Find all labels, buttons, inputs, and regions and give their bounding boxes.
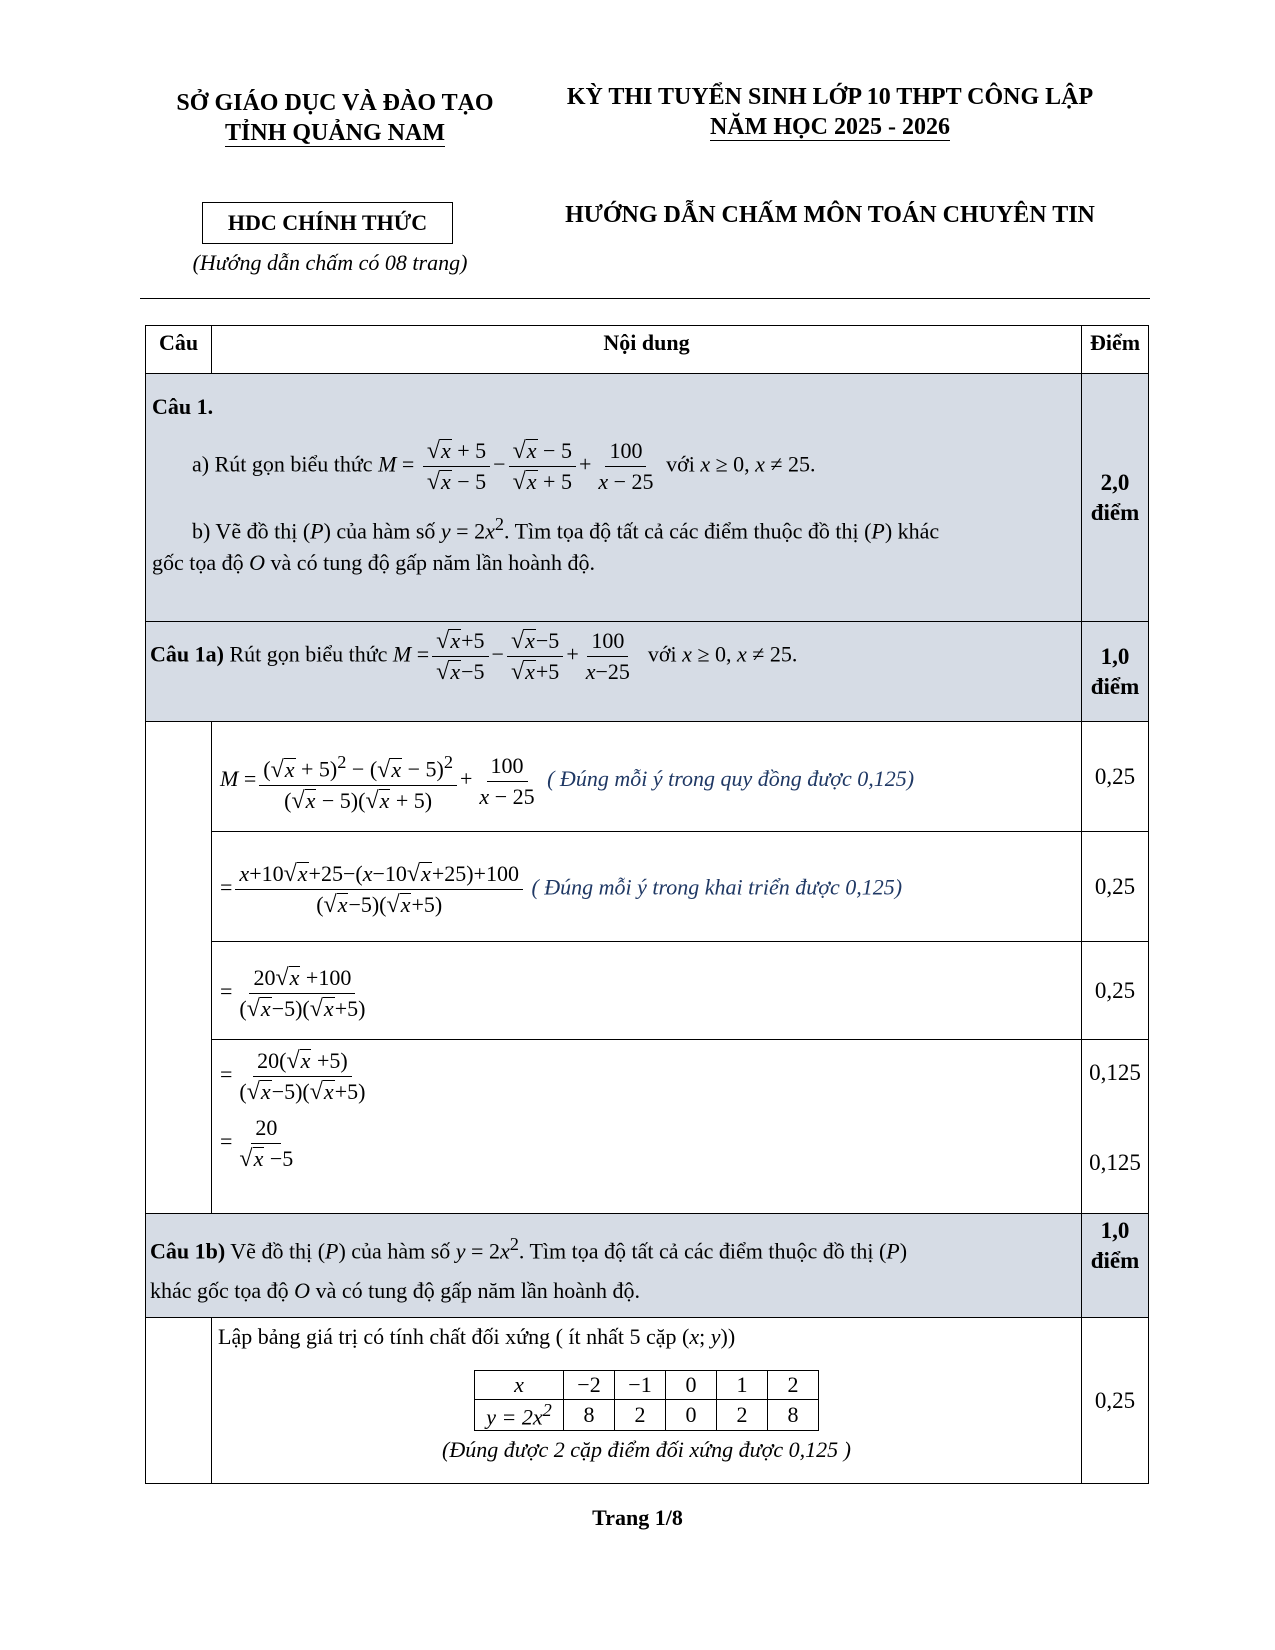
- value-table-y-cell: 2: [717, 1400, 768, 1431]
- step-number-cell: [146, 722, 212, 1214]
- value-table-x-label: x: [475, 1371, 564, 1400]
- value-table-content: [212, 1318, 1082, 1484]
- grading-table: [145, 325, 1149, 1484]
- step-4-5-points: [1082, 1040, 1149, 1214]
- question-1-row: [146, 374, 1149, 622]
- solution-step-4: [146, 1040, 1149, 1214]
- exam-line1: KỲ THI TUYỂN SINH LỚP 10 THPT CÔNG LẬP: [566, 84, 1094, 110]
- solution-table-row: [146, 1318, 1149, 1484]
- step-2-content: = $\frac{x+10√x+25-(x-10√x+25)+100}{(√x-5)(√x+5)}$ ( Đúng mỗi ý trong khai triển được 0,125): [212, 832, 1082, 942]
- value-table-y-row: [475, 1400, 819, 1431]
- value-table-y-cell: 0: [666, 1400, 717, 1431]
- subject-title: HƯỚNG DẪN CHẤM MÔN TOÁN CHUYÊN TIN: [565, 202, 1095, 228]
- value-table-x-row: [475, 1371, 819, 1400]
- header-divider: [140, 298, 1150, 299]
- col-header-cau: Câu: [146, 326, 212, 374]
- official-badge: HDC CHÍNH THỨC: [202, 202, 453, 244]
- step-1-points: 0,25: [1082, 722, 1149, 832]
- step-4-content: = $\frac{20(√x +5)}{(√x-5)(√x+5)}$ = $\frac{20}{√x -5}$: [212, 1040, 1082, 1214]
- page-number: Trang 1/8: [592, 1505, 683, 1530]
- value-table: [474, 1370, 819, 1431]
- pages-note: (Hướng dẫn chấm có 08 trang): [192, 250, 468, 275]
- value-table-x-cell: 1: [717, 1371, 768, 1400]
- value-table-note: (Đúng được 2 cặp điểm đối xứng được 0,125 ): [442, 1437, 851, 1463]
- col-header-noidung: Nội dung: [212, 326, 1082, 374]
- value-table-y-label: $y = 2x^2$: [475, 1400, 564, 1431]
- question-1a-content: Câu 1a) Rút gọn biểu thức M = $\frac{√x+5}{√x-5}$ − $\frac{√x-5}{√x+5}$ + $\frac{100}{x-25}$ với x ≥ 0, x ≠ 25.: [146, 622, 1082, 722]
- solution-step-1: [146, 722, 1149, 832]
- value-table-x-cell: 0: [666, 1371, 717, 1400]
- question-1a-row: [146, 622, 1149, 722]
- step-4-points: 0,125: [1089, 1060, 1141, 1085]
- value-table-x-cell: 2: [768, 1371, 819, 1400]
- question-1-points: 2,0 điểm: [1082, 374, 1149, 622]
- value-table-y-cell: 2: [615, 1400, 666, 1431]
- step-5-points: 0,125: [1089, 1150, 1141, 1175]
- question-1b-statement: b) Vẽ đồ thị (P) của hàm số $y = 2x^2$. Tìm tọa độ tất cả các điểm thuộc đồ thị (P) khác: [192, 514, 940, 544]
- value-table-x-cell: −2: [564, 1371, 615, 1400]
- solution-step-2: [146, 832, 1149, 942]
- question-1b-statement-cont: gốc tọa độ O và có tung độ gấp năm lần hoành độ.: [152, 550, 595, 576]
- step-2-points: 0,25: [1082, 832, 1149, 942]
- value-table-y-cell: 8: [564, 1400, 615, 1431]
- question-1b-row: [146, 1214, 1149, 1318]
- value-table-intro: Lập bảng giá trị có tính chất đối xứng ( ít nhất 5 cặp (x; y)): [218, 1324, 736, 1349]
- step-3-content: = $\frac{20√x +100}{(√x-5)(√x+5)}$: [212, 942, 1082, 1040]
- solution-step-3: [146, 942, 1149, 1040]
- department-title: [160, 88, 510, 148]
- step-5-content: = $\frac{20}{√x -5}$: [220, 1115, 294, 1172]
- department-line1: SỞ GIÁO DỤC VÀ ĐÀO TẠO: [176, 90, 494, 116]
- question-1-content: [146, 374, 1082, 622]
- step-number-cell-1b: [146, 1318, 212, 1484]
- department-line2: TỈNH QUẢNG NAM: [225, 120, 445, 146]
- step-1-note: ( Đúng mỗi ý trong quy đồng được 0,125): [547, 766, 915, 792]
- exam-line2: NĂM HỌC 2025 - 2026: [710, 114, 950, 140]
- value-table-y-cell: 8: [768, 1400, 819, 1431]
- step-3-points: 0,25: [1082, 942, 1149, 1040]
- question-1b-content: Câu 1b) Vẽ đồ thị (P) của hàm số $y = 2x^2$. Tìm tọa độ tất cả các điểm thuộc đồ thị (P) khác gốc tọa độ O và có tung độ gấp năm lần hoành độ.: [146, 1214, 1082, 1318]
- table-header-row: [146, 326, 1149, 374]
- step-2-note: ( Đúng mỗi ý trong khai triển được 0,125): [531, 874, 903, 900]
- question-1b-points: 1,0 điểm: [1082, 1214, 1149, 1318]
- col-header-diem: Điểm: [1082, 326, 1149, 374]
- value-table-points: 0,25: [1082, 1318, 1149, 1484]
- exam-title: [550, 82, 1110, 142]
- step-1-content: M = $\frac{(√x + 5)^2 - (√x - 5)^2}{(√x - 5)(√x + 5)}$ + $\frac{100}{x - 25}$ ( Đúng mỗi ý trong quy đồng được 0,125): [212, 722, 1082, 832]
- question-1a-points: 1,0 điểm: [1082, 622, 1149, 722]
- value-table-x-cell: −1: [615, 1371, 666, 1400]
- question-1a-statement: a) Rút gọn biểu thức M = $\frac{√x + 5}{√x - 5}$ − $\frac{√x - 5}{√x + 5}$ + $\frac{100}{x - 25}$ với x ≥ 0, x ≠ 25.: [192, 438, 816, 495]
- question-1-title: Câu 1.: [152, 394, 214, 419]
